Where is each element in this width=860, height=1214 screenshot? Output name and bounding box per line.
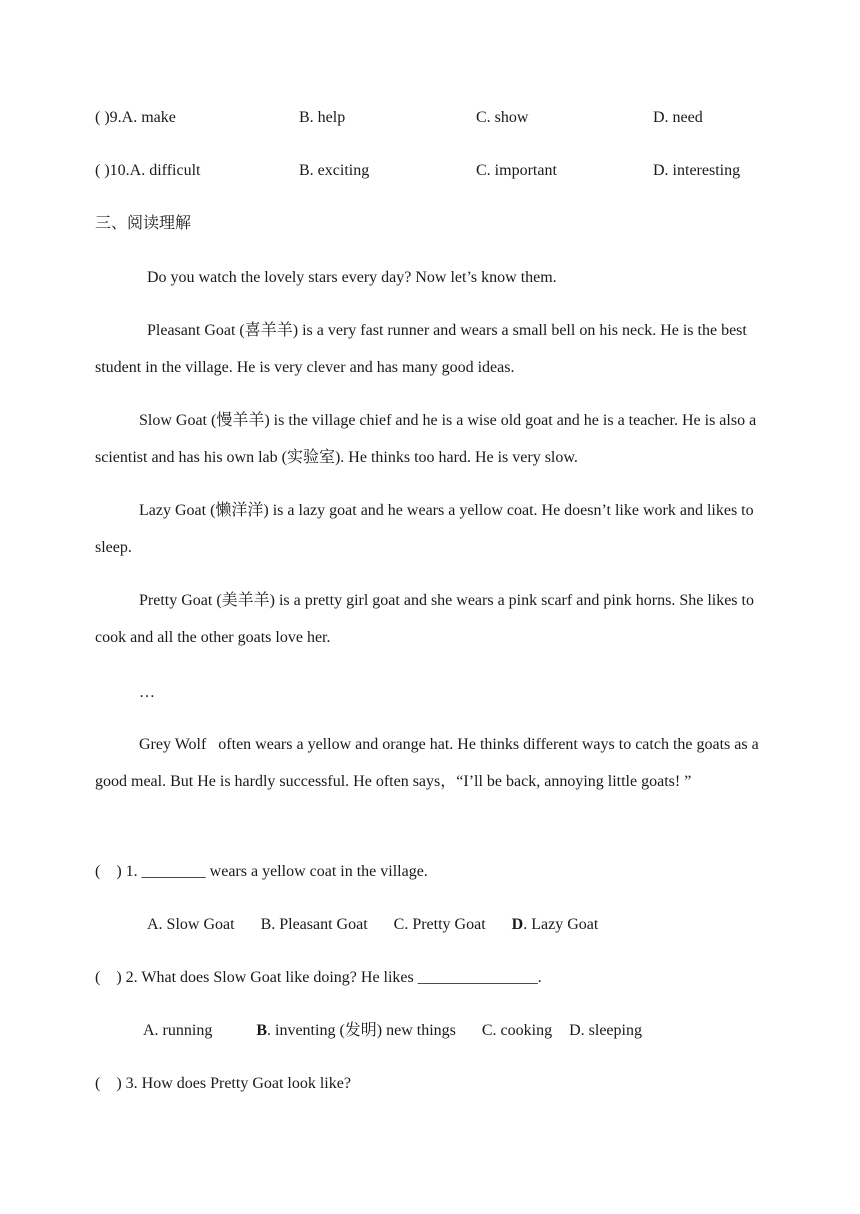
reading-question-1-stem: ( ) 1. ________ wears a yellow coat in the village. [95,863,428,880]
passage-ellipsis: … [139,684,155,701]
reading-question-2-option-b: . inventing (发明) new things [267,1022,456,1039]
reading-question-1-option-b: B. Pleasant Goat [260,916,368,933]
reading-question-1-options [147,915,598,935]
question-9-row [0,108,860,130]
passage-intro: Do you watch the lovely stars every day? Now let’s know them. [147,269,557,286]
question-10-option-a: ( )10.A. difficult [95,162,201,179]
question-9-option-d: D. need [653,109,703,126]
question-10-option-d: D. interesting [653,162,741,179]
question-10-row [0,161,860,183]
reading-question-2-option-c: C. cooking [481,1022,553,1039]
passage-paragraph-slow-goat: Slow Goat (慢羊羊) is the village chief and he is a wise old goat and he is a teacher. He is also a scientist and has his own lab (实验室). He thinks too hard. He is very slow. [95,412,757,466]
reading-question-2-stem: ( ) 2. What does Slow Goat like doing? He likes _______________. [95,969,542,986]
passage-paragraph-pretty-goat: Pretty Goat (美羊羊) is a pretty girl goat and she wears a pink scarf and pink horns. She likes to cook and all the other goats love her. [95,592,754,646]
passage-paragraph-grey-wolf: Grey Wolf often wears a yellow and orange hat. He thinks different ways to catch the goats as a good meal. But He is hardly successful. He often says，“I’ll be back, annoying little goats! ” [95,736,763,790]
reading-question-2-option-b-letter: B [256,1022,267,1039]
reading-question-1-option-d: . Lazy Goat [523,916,599,933]
question-9-option-a: ( )9.A. make [95,109,176,126]
reading-question-1-option-a: A. Slow Goat [147,916,235,933]
reading-question-2-option-a: A. running [143,1022,213,1039]
reading-question-1-option-c: C. Pretty Goat [393,916,486,933]
question-10-option-b: B. exciting [299,162,370,179]
reading-question-2-options [143,1021,642,1041]
question-9-option-c: C. show [476,109,529,126]
reading-question-3-stem: ( ) 3. How does Pretty Goat look like? [95,1075,351,1092]
section-title: 三、阅读理解 [95,215,192,232]
reading-question-2-option-d: D. sleeping [569,1022,642,1039]
passage-paragraph-lazy-goat: Lazy Goat (懒洋洋) is a lazy goat and he wears a yellow coat. He doesn’t like work and likes to sleep. [95,502,754,556]
passage-paragraph-pleasant-goat: Pleasant Goat (喜羊羊) is a very fast runner and wears a small bell on his neck. He is the best student in the village. He is very clever and has many good ideas. [95,322,747,376]
reading-question-1-option-d-letter: D [511,916,524,933]
question-10-option-c: C. important [476,162,557,179]
question-9-option-b: B. help [299,109,346,126]
